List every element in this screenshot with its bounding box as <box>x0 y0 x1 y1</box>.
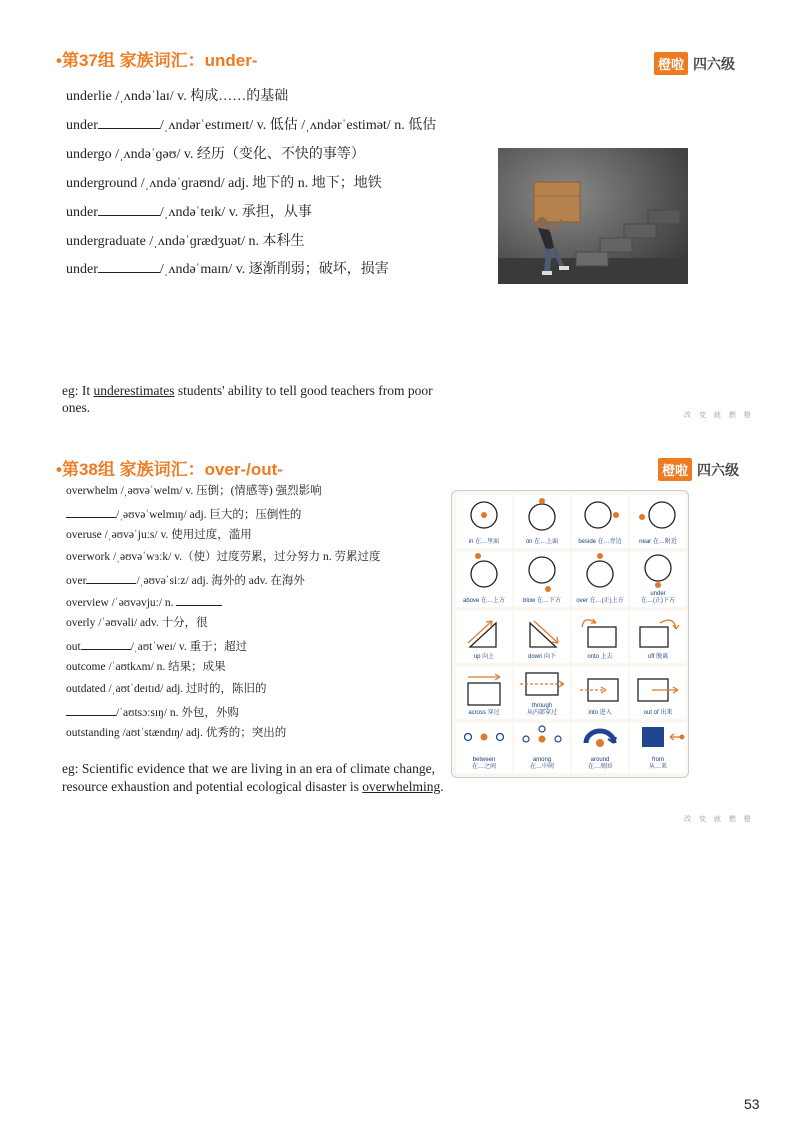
section-38-title: •第38组 家族词汇：over-/out- <box>56 460 283 479</box>
brand-badge-38 <box>658 458 739 481</box>
vocab-entry: outdated /ˌaʊtˈdeɪtɪd/ adj. 过时的，陈旧的 <box>66 683 267 695</box>
prep-out-of <box>630 667 686 719</box>
prep-among <box>514 723 570 773</box>
prep-label: under 在…(正)下方 <box>641 591 675 604</box>
fill-blank <box>81 637 131 650</box>
prep-off <box>630 611 686 663</box>
highlight-word: overwhelming <box>362 779 441 794</box>
prep-label: on 在…上面 <box>525 539 559 545</box>
vocab-entry: outstanding /aʊtˈstændɪŋ/ adj. 优秀的；突出的 <box>66 727 287 739</box>
brand-level: 四六级 <box>693 55 736 72</box>
prep-near <box>630 495 686 548</box>
prep-from <box>630 723 686 773</box>
prep-label: beside 在…旁边 <box>578 539 622 545</box>
prep-label: in 在…里面 <box>468 539 500 545</box>
vocab-entry: under /ˌʌndərˈestɪmeɪt/ v. 低估 /ˌʌndərˈestimət/ n. 低估 <box>66 118 437 133</box>
prep-across <box>456 667 512 719</box>
brand-tag: 橙啦 <box>654 52 688 75</box>
vocab-entry: overwork /ˌəʊvəˈwɜːk/ v.（使）过度劳累，过分努力 n. 劳累过度 <box>66 551 381 563</box>
prep-label: out of 出来 <box>643 710 673 716</box>
prep-below <box>514 552 570 607</box>
fill-blank <box>98 203 160 216</box>
prep-label: across 穿过 <box>468 710 500 716</box>
vocab-entry: over /ˌəʊvəˈsiːz/ adj. 海外的 adv. 在海外 <box>66 571 305 587</box>
prep-label: through 从内部穿过 <box>526 703 557 716</box>
footer-slogan-37: 改 变 就 燃 橙 <box>684 412 754 419</box>
vocab-entry: underground /ˌʌndəˈɡraʊnd/ adj. 地下的 n. 地下；地铁 <box>66 176 382 191</box>
brand-badge-37 <box>654 52 735 75</box>
vocab-entry: underlie /ˌʌndəˈlaɪ/ v. 构成……的基础 <box>66 89 289 104</box>
prep-label: over 在…(正)上方 <box>576 598 624 604</box>
prep-onto <box>572 611 628 663</box>
prep-label: into 进入 <box>588 710 612 716</box>
vocab-entry: /ˈaʊtsɔːsɪŋ/ n. 外包，外购 <box>66 703 239 719</box>
fill-blank <box>66 505 116 518</box>
prep-beside <box>572 495 628 548</box>
section-37-title: •第37组 家族词汇：under- <box>56 51 258 70</box>
vocab-entry: undergo /ˌʌndəˈɡəʊ/ v. 经历（变化、不快的事等） <box>66 147 365 162</box>
photo-person-carrying-box <box>498 148 688 284</box>
fill-blank <box>86 571 136 584</box>
vocab-entry: overwhelm /ˌəʊvəˈwelm/ v. 压倒；(情感等) 强烈影响 <box>66 485 322 497</box>
prep-label: off 脱离 <box>647 654 669 660</box>
prep-through <box>514 667 570 719</box>
highlight-word: underestimates <box>93 383 175 398</box>
prep-up <box>456 611 512 663</box>
footer-slogan-38: 改 变 就 燃 橙 <box>684 816 754 823</box>
prep-above <box>456 552 512 607</box>
page-number: 53 <box>744 1096 760 1112</box>
vocab-entry: out /ˌaʊtˈweɪ/ v. 重于；超过 <box>66 637 247 653</box>
vocab-entry: under /ˌʌndəˈteɪk/ v. 承担，从事 <box>66 205 312 220</box>
prep-label: up 向上 <box>473 654 495 660</box>
prep-in <box>456 495 512 548</box>
prep-label: blow 在…下方 <box>522 598 561 604</box>
fill-blank <box>176 593 222 606</box>
prep-between <box>456 723 512 773</box>
prep-on <box>514 495 570 548</box>
vocab-entry: outcome /ˈaʊtkʌm/ n. 结果；成果 <box>66 661 226 673</box>
prep-label: between 在…之间 <box>471 757 496 770</box>
example-sentence-37: eg: It underestimates students' ability to tell good teachers from poor ones. <box>62 383 433 415</box>
prep-around <box>572 723 628 773</box>
brand-tag: 橙啦 <box>658 458 692 481</box>
fill-blank <box>66 703 116 716</box>
example-sentence-38: eg: Scientific evidence that we are living in an era of climate change, resource exhaustion and potential ecological disaster is overwhelming. <box>62 761 444 794</box>
vocab-entry: overview /ˈəʊvəvjuː/ n. <box>66 593 222 609</box>
vocab-entry: overly /ˈəʊvəli/ adv. 十分，很 <box>66 617 208 629</box>
prep-label: around 在…周围 <box>587 757 612 770</box>
prep-label: above 在…上方 <box>462 598 505 604</box>
vocab-entry: under /ˌʌndəˈmaɪn/ v. 逐渐削弱；破坏，损害 <box>66 262 389 277</box>
preposition-chart <box>451 490 689 778</box>
prep-label: among 在…中间 <box>529 757 554 770</box>
fill-blank <box>98 260 160 273</box>
prep-down <box>514 611 570 663</box>
prep-label: near 在…附近 <box>639 539 677 545</box>
prep-over <box>572 552 628 607</box>
prep-into <box>572 667 628 719</box>
prep-under <box>630 552 686 607</box>
vocab-entry: undergraduate /ˌʌndəˈɡrædʒuət/ n. 本科生 <box>66 234 305 249</box>
prep-label: from 从…来 <box>648 757 667 770</box>
prep-label: down 向下 <box>527 654 556 660</box>
vocab-entry: /ˌəʊvəˈwelmɪŋ/ adj. 巨大的；压倒性的 <box>66 505 301 521</box>
prep-label: onto 上去 <box>587 654 613 660</box>
vocab-entry: overuse /ˌəʊvəˈjuːs/ v. 使用过度，滥用 <box>66 529 252 541</box>
fill-blank <box>98 116 160 129</box>
brand-level: 四六级 <box>697 461 740 478</box>
